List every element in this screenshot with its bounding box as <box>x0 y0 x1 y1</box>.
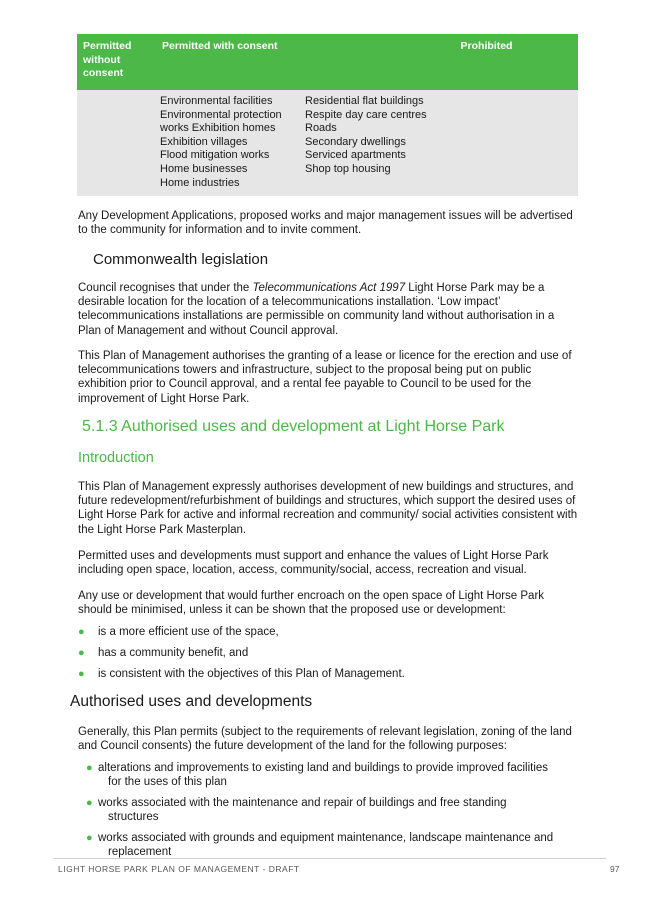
intro-paragraph: Any Development Applications, proposed works and major management issues will be advertised to the community for information and to invite comment. <box>78 210 573 237</box>
list-item: Roads <box>305 122 337 135</box>
page-number: 97 <box>610 864 620 874</box>
cell-permitted-without-consent <box>77 90 156 196</box>
commonwealth-paragraph-2: This Plan of Management authorises the granting of a lease or licence for the erection and use of telecommunications towers and infrastructure, subject to the proposal being put on public exhibition prior to Council approval, and a rental fee payable to Council to be used for the improvement of Light Horse Park. <box>78 350 572 405</box>
bullet-icon: ● <box>86 762 93 774</box>
introduction-paragraph-3: Any use or development that would further encroach on the open space of Light Horse Park should be minimised, unless it can be shown that the proposed use or development: <box>78 590 545 617</box>
introduction-heading: Introduction <box>78 450 154 466</box>
authorised-heading: Authorised uses and developments <box>70 693 313 710</box>
list-item <box>86 796 578 824</box>
bullet-icon: ● <box>86 797 93 809</box>
list-item: Environmental facilities <box>160 95 273 107</box>
bullet-text: is consistent with the objectives of this Plan of Management. <box>98 668 405 680</box>
p1-text-start: Council recognises that under the <box>78 282 253 294</box>
introduction-paragraph-2: Permitted uses and developments must support and enhance the values of Light Horse Park including open space, location, access, community/social, access, recreation and visual. <box>78 550 549 577</box>
bullet-icon: ● <box>78 626 85 638</box>
introduction-paragraph-1: This Plan of Management expressly authorises development of new buildings and structures, and future redevelopment/refurbishment of buildings and structures, which support the desired uses of Light Horse Park for active and informal recreation and community/ social activities consistent with the Light Horse Park Masterplan. <box>78 481 578 536</box>
list-item: Respite day care centres <box>305 108 427 121</box>
bullet-text <box>86 831 578 859</box>
list-item: Shop top housing <box>305 162 391 175</box>
list-item: Home businesses <box>160 162 248 175</box>
list-item: Secondary dwellings <box>305 135 406 148</box>
bullet-line-1: alterations and improvements to existing land and buildings to provide improved facilities <box>98 762 549 774</box>
bullet-line-2: replacement <box>108 846 172 859</box>
section-heading: 5.1.3 Authorised uses and development at Light Horse Park <box>82 418 505 435</box>
list-item: works Exhibition homes <box>160 122 276 135</box>
bullet-text: has a community benefit, and <box>98 647 249 659</box>
header-permitted-with-consent: Permitted with consent <box>156 34 301 90</box>
list-item: Residential flat buildings <box>305 95 424 107</box>
zoning-table <box>77 34 578 196</box>
header-prohibited: Prohibited <box>301 34 578 90</box>
cell-prohibited <box>301 90 578 196</box>
list-item <box>86 761 578 789</box>
bullet-icon: ● <box>78 668 85 680</box>
commonwealth-heading: Commonwealth legislation <box>93 251 269 268</box>
list-item: Serviced apartments <box>305 149 406 162</box>
header-permitted-without-consent: Permitted without consent <box>77 34 156 90</box>
list-item: Home industries <box>160 176 240 189</box>
act-name: Telecommunications Act 1997 <box>252 282 406 294</box>
bullet-line-2: for the uses of this plan <box>108 776 227 789</box>
table-row <box>77 90 578 196</box>
authorised-paragraph: Generally, this Plan permits (subject to the requirements of relevant legislation, zoning of the land and Council consents) the future development of the land for the following purposes: <box>78 726 572 753</box>
bullet-line-1: works associated with the maintenance and repair of buildings and free standing <box>98 797 507 809</box>
list-item: Flood mitigation works <box>160 149 270 162</box>
bullet-line-2: structures <box>108 811 159 824</box>
list-item: Environmental protection <box>160 108 282 121</box>
bullet-text <box>86 796 578 824</box>
footer-title: LIGHT HORSE PARK PLAN OF MANAGEMENT - DRAFT <box>58 864 300 874</box>
footer-divider <box>54 858 606 859</box>
commonwealth-paragraph-1 <box>78 281 578 338</box>
table-header-row <box>77 34 578 90</box>
bullet-text <box>86 761 578 789</box>
bullet-icon: ● <box>78 647 85 659</box>
cell-permitted-with-consent <box>156 90 301 196</box>
bullet-line-1: works associated with grounds and equipment maintenance, landscape maintenance and <box>98 832 554 844</box>
list-item: Exhibition villages <box>160 135 248 148</box>
p1-text-end: Light Horse Park may be a desirable location for the location of a telecommunications installation. ‘Low impact’ telecommunications installations are permissible on community land without authorisation in a Plan of Management and without Council approval. <box>78 282 555 337</box>
bullet-text: is a more efficient use of the space, <box>98 626 279 638</box>
bullet-icon: ● <box>86 832 93 844</box>
list-item <box>86 831 578 859</box>
